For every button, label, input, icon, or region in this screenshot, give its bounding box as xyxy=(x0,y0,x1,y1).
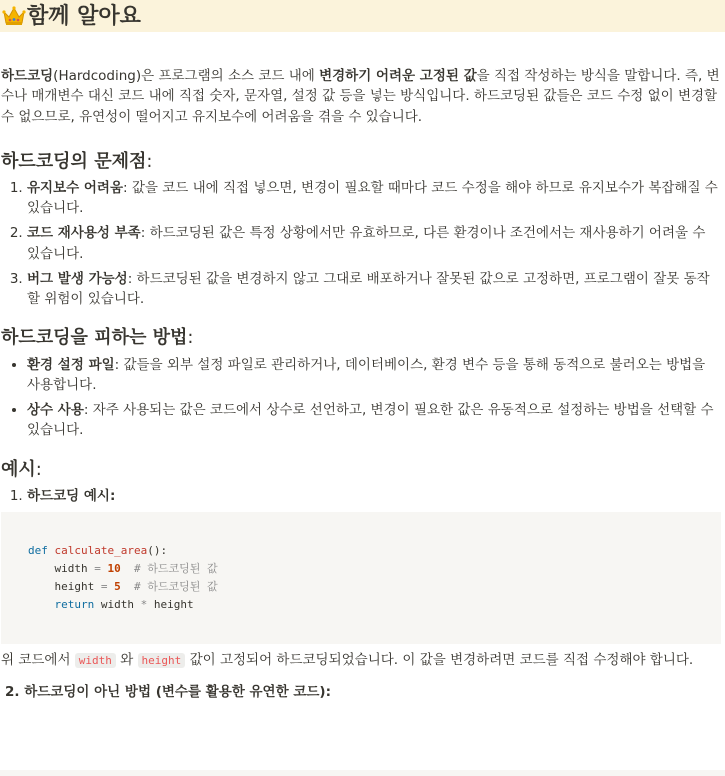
callout-header xyxy=(0,0,725,32)
code-token: height xyxy=(153,598,194,612)
code-operator: = xyxy=(94,562,101,576)
inline-code: width xyxy=(75,653,116,668)
example-list xyxy=(1,486,721,506)
avoid-heading-text: 하드코딩을 피하는 방법 xyxy=(1,327,188,349)
list-item-text: : 자주 사용되는 값은 코드에서 상수로 선언하고, 변경이 필요한 값은 유동적으로 설정하는 방법을 선택할 수 있습니다. xyxy=(27,402,714,439)
list-item xyxy=(27,223,721,264)
list-item-title: 상수 사용 xyxy=(27,402,84,419)
code-token: (): xyxy=(147,544,168,558)
example-item-2: 2. 하드코딩이 아닌 방법 (변수를 활용한 유연한 코드): xyxy=(5,684,331,701)
code-comment: # 하드코딩된 값 xyxy=(134,580,218,594)
code-comment: # 하드코딩된 값 xyxy=(134,562,218,576)
code-operator: * xyxy=(140,598,148,612)
code-token: width xyxy=(54,562,88,576)
list-item-title: 하드코딩 예시: xyxy=(27,487,116,504)
code-function-name: calculate_area xyxy=(54,544,148,558)
crown-icon xyxy=(2,5,26,27)
example-heading: 예시: xyxy=(1,458,42,480)
intro-bold: 변경하기 어려운 고정된 값 xyxy=(319,68,477,84)
code-token: height xyxy=(54,580,95,594)
list-item xyxy=(27,269,721,310)
intro-term: 하드코딩 xyxy=(1,68,54,84)
list-item xyxy=(27,400,721,441)
code-number: 5 xyxy=(114,580,121,594)
inline-code: height xyxy=(138,653,186,668)
explanation-text: 값이 고정되어 하드코딩되었습니다. 이 값을 변경하려면 코드를 직접 수정해야 합니다. xyxy=(185,652,694,669)
list-item-title: 코드 재사용성 부족 xyxy=(27,225,141,242)
code-block[interactable] xyxy=(1,512,721,644)
problems-heading: 하드코딩의 문제점: xyxy=(1,150,153,172)
explanation-text: 위 코드에서 xyxy=(1,652,75,669)
problems-list xyxy=(1,178,721,310)
list-item-title: 환경 설정 파일 xyxy=(27,356,115,373)
list-item-text: : 하드코딩된 값을 변경하지 않고 그대로 배포하거나 잘못된 값으로 고정하면, 프로그램이 잘못 동작할 위험이 있습니다. xyxy=(27,270,710,308)
explanation-paragraph xyxy=(1,650,721,670)
document-body xyxy=(0,66,725,703)
code-number: 10 xyxy=(107,562,121,576)
problems-heading-text: 하드코딩의 문제점 xyxy=(1,150,147,172)
code-token: width xyxy=(100,598,134,612)
list-item xyxy=(27,486,721,506)
page-title: 함께 알아요 xyxy=(27,3,141,29)
list-item-text: : 값들을 외부 설정 파일로 관리하거나, 데이터베이스, 환경 변수 등을 통해 동적으로 불러오는 방법을 사용합니다. xyxy=(27,356,706,393)
intro-paragraph xyxy=(1,66,721,127)
avoid-heading: 하드코딩을 피하는 방법: xyxy=(1,327,194,349)
explanation-text: 와 xyxy=(115,652,138,669)
list-item-title: 버그 발생 가능성 xyxy=(27,270,128,287)
intro-text-1: (Hardcoding)은 프로그램의 소스 코드 내에 xyxy=(53,68,320,84)
next-code-block-edge xyxy=(0,770,725,776)
list-item-title: 유지보수 어려움 xyxy=(27,179,123,196)
code-keyword: return xyxy=(54,598,95,612)
avoid-list xyxy=(1,355,721,441)
list-item xyxy=(27,355,721,396)
list-item xyxy=(27,178,721,219)
list-item-text: : 하드코딩된 값은 특정 상황에서만 유효하므로, 다른 환경이나 조건에서는 재사용하기 어려울 수 있습니다. xyxy=(27,225,706,262)
code-operator: = xyxy=(100,580,108,594)
example-heading-text: 예시 xyxy=(1,458,36,480)
intro-text-2: 을 직접 작성하는 방식을 말합니다. 즉, 변수나 매개변수 대신 코드 내에 직접 숫자, 문자열, 설정 값 등을 넣는 방식입니다. 하드코딩된 값들은 코드 수정 없이 변경할 수 없으므로, 유연성이 떨어지고 유지보수에 어려움을 겪을 수 있습니다. xyxy=(1,68,720,125)
list-item-text: : 값을 코드 내에 직접 넣으면, 변경이 필요할 때마다 코드 수정을 해야 하므로 유지보수가 복잡해질 수 있습니다. xyxy=(27,179,718,217)
code-keyword: def xyxy=(28,544,48,558)
